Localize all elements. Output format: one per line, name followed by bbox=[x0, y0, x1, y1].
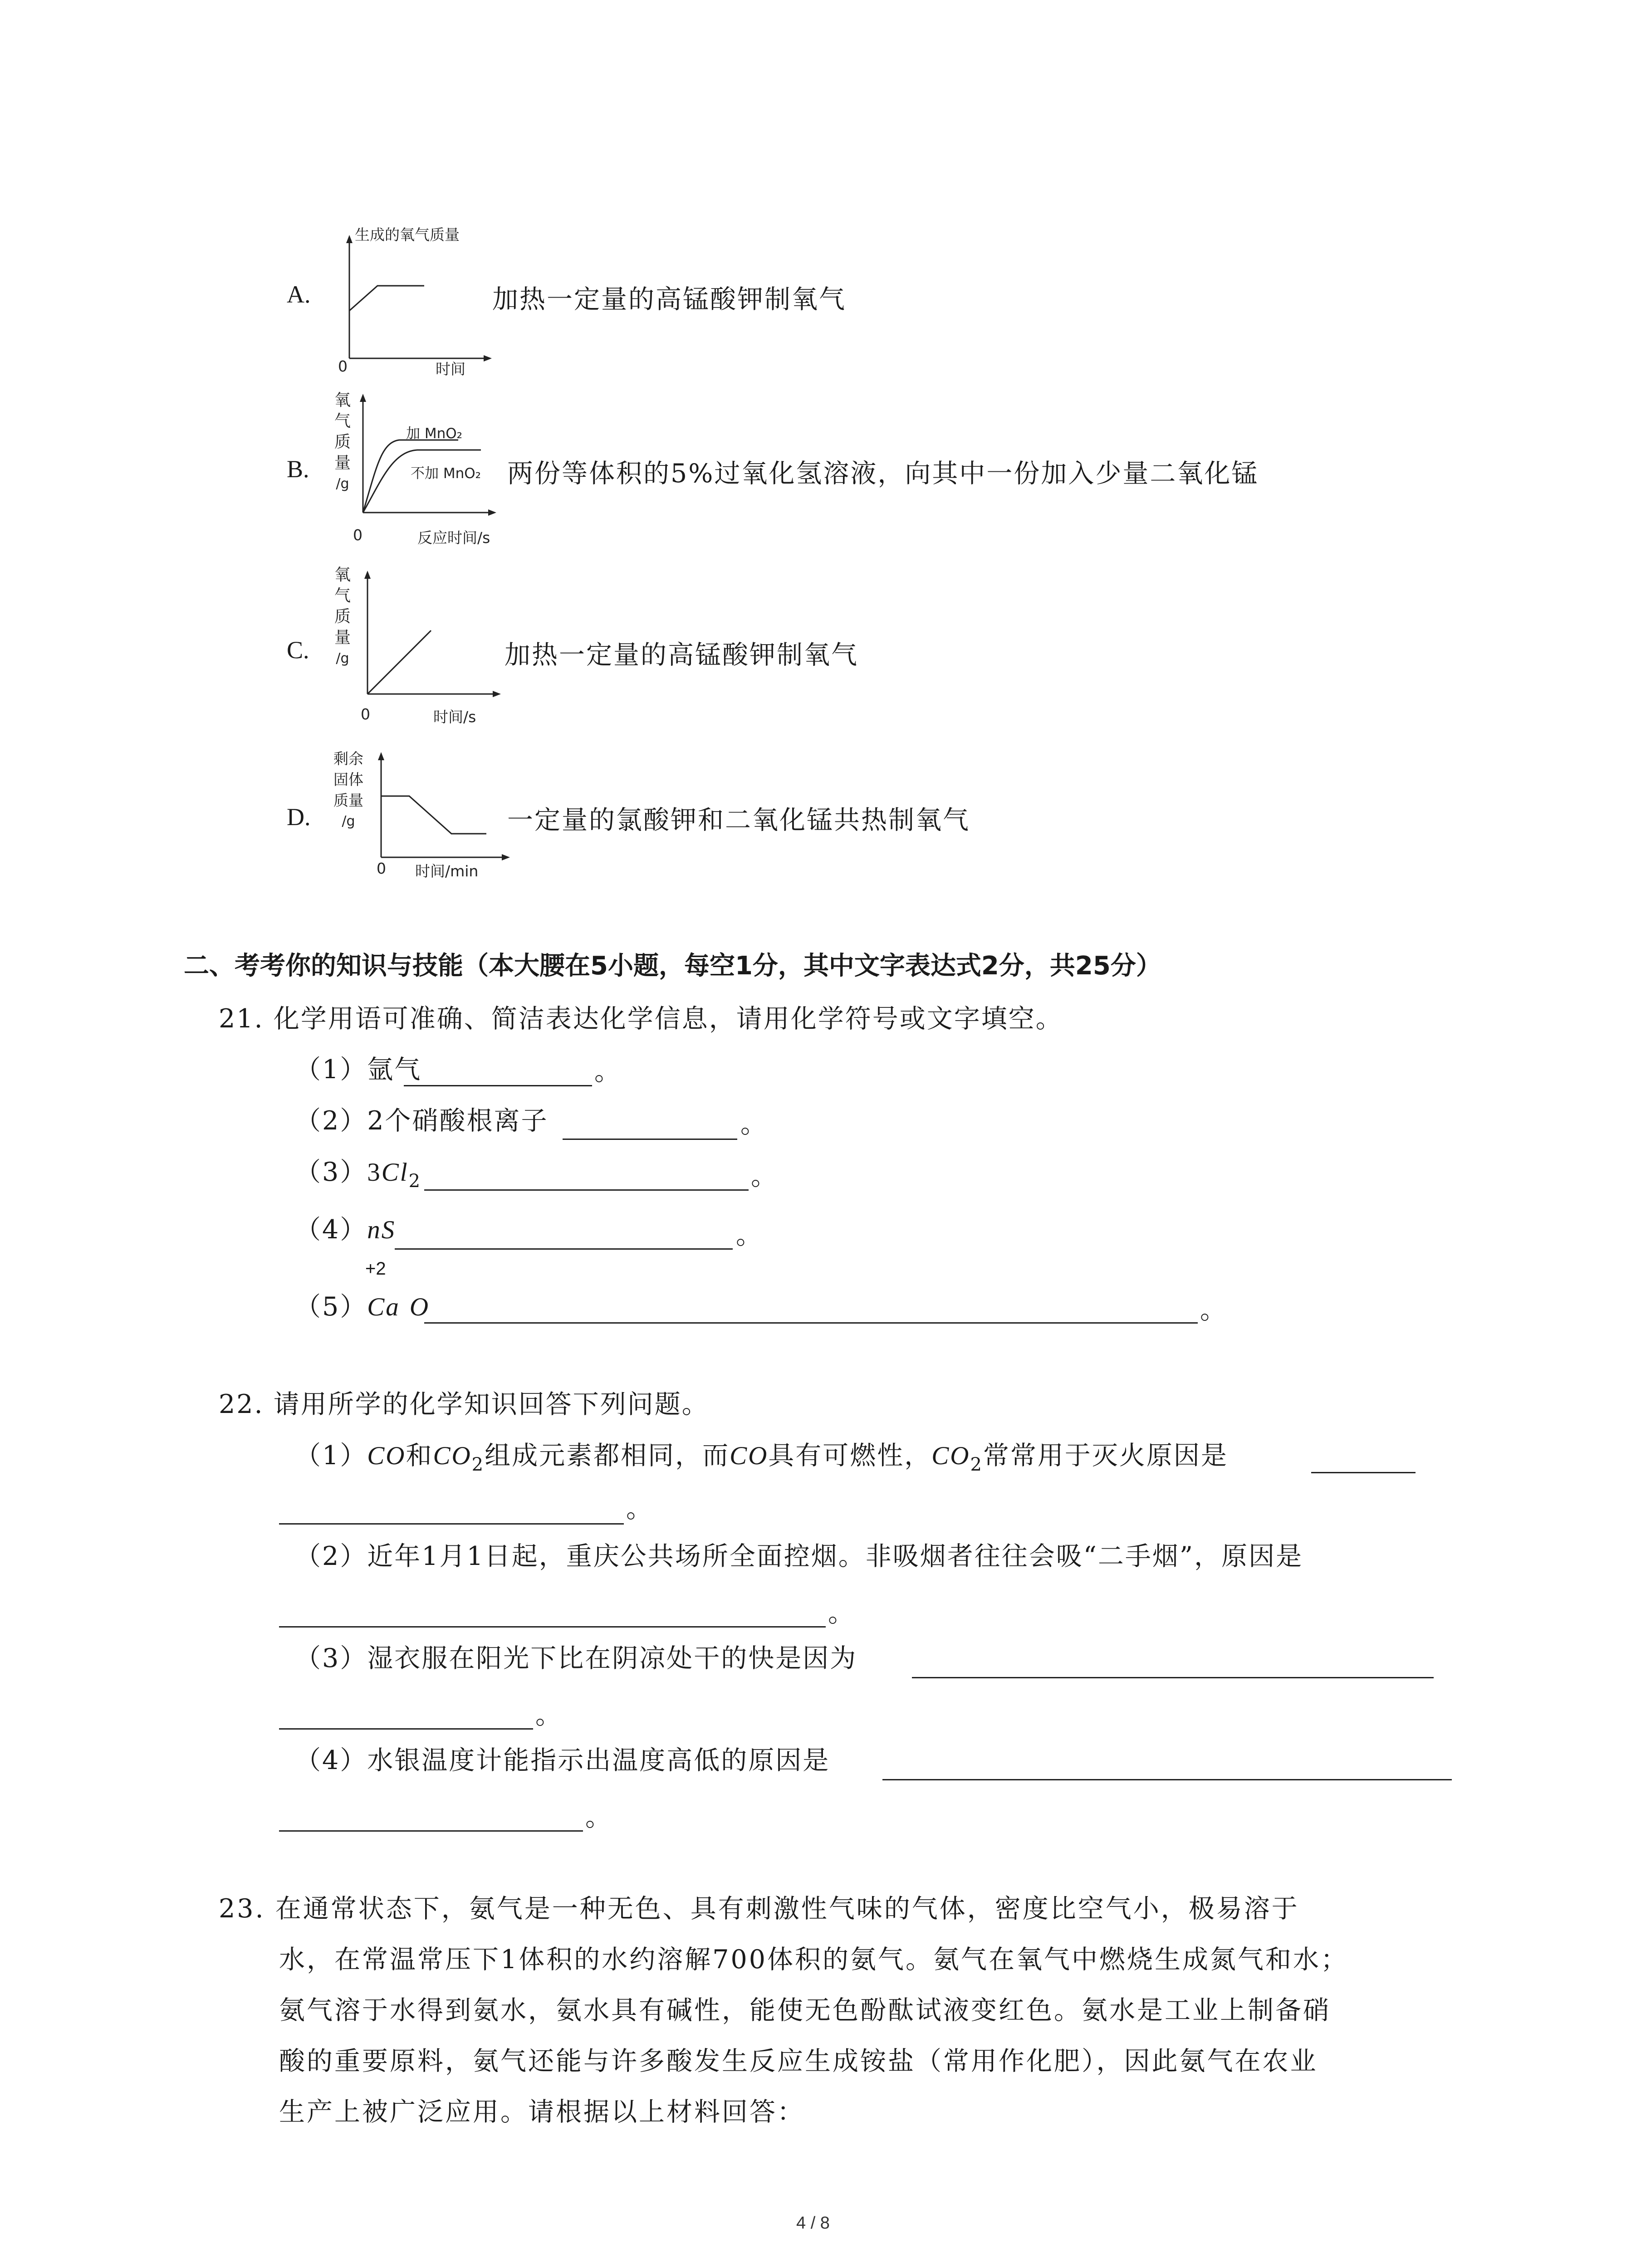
q21-item-1-text: 氩气 bbox=[367, 1055, 422, 1085]
option-c-y-char: /g bbox=[336, 650, 349, 666]
q22-end-1: 。 bbox=[626, 1494, 653, 1524]
q23-line-4: 酸的重要原料，氨气还能与许多酸发生反应生成铵盐（常用作化肥），因此氨气在农业 bbox=[279, 2046, 1318, 2076]
option-b-text: 两份等体积的5%过氧化氢溶液，向其中一份加入少量二氧化锰 bbox=[507, 459, 1259, 489]
q21-end-2: 。 bbox=[740, 1109, 768, 1139]
q22-answer-1a[interactable] bbox=[1311, 1472, 1416, 1473]
option-a-y-label: 生成的氧气质量 bbox=[355, 226, 460, 244]
q22-item-2 bbox=[295, 1535, 1303, 1573]
option-c-y-label bbox=[332, 565, 353, 669]
option-b-origin: 0 bbox=[353, 526, 362, 544]
q21-item-5-valence: +2 bbox=[365, 1259, 386, 1279]
option-b-curve-label-without: 不加 MnO₂ bbox=[411, 465, 481, 482]
option-c-letter: C. bbox=[287, 636, 309, 664]
option-d-letter: D. bbox=[287, 803, 311, 831]
q21-item-5-formula2: O bbox=[409, 1293, 430, 1321]
q22-item-4-text: 水银温度计能指示出温度高低的原因是 bbox=[367, 1745, 830, 1775]
option-b-y-char: 气 bbox=[334, 412, 351, 430]
q22-end-2: 。 bbox=[828, 1598, 855, 1628]
q22-item-1-s2: 2 bbox=[471, 1454, 485, 1475]
option-d-y-char: /g bbox=[342, 813, 355, 829]
q23-line-2: 水，在常温常压下1体积的水约溶解700体积的氨气。氨气在氧气中燃烧生成氮气和水； bbox=[279, 1945, 1349, 1975]
q21-item-3-formula: Cl bbox=[381, 1158, 409, 1187]
q21-end-3: 。 bbox=[751, 1161, 778, 1191]
q22-answer-4a[interactable] bbox=[882, 1779, 1452, 1780]
q21-item-5-num: （5） bbox=[295, 1292, 367, 1322]
option-b-y-char: 量 bbox=[334, 454, 351, 472]
option-c-y-char: 氧 bbox=[334, 566, 351, 584]
q22-item-1-p4: CO bbox=[931, 1442, 970, 1470]
q21-item-3-sub: 2 bbox=[408, 1171, 422, 1192]
q22-item-4-num: （4） bbox=[295, 1745, 367, 1775]
section-title: 二、考考你的知识与技能（本大腰在5小题，每空1分，其中文字表达式2分，共25分） bbox=[184, 951, 1161, 981]
q22-item-3-num: （3） bbox=[295, 1643, 367, 1673]
option-c-x-label: 时间/s bbox=[433, 708, 476, 726]
q21-item-1-num: （1） bbox=[295, 1055, 367, 1085]
option-d-origin: 0 bbox=[377, 860, 386, 877]
option-b-graph bbox=[349, 390, 499, 522]
q21-end-1: 。 bbox=[594, 1056, 622, 1086]
q22-end-3: 。 bbox=[535, 1700, 563, 1730]
option-a-x-label: 时间 bbox=[436, 360, 465, 378]
q22-answer-3b[interactable] bbox=[279, 1728, 533, 1730]
option-b-y-char: 质 bbox=[334, 433, 351, 451]
q21-item-3 bbox=[295, 1151, 421, 1192]
q21-answer-3[interactable] bbox=[424, 1189, 749, 1191]
q21-item-4 bbox=[295, 1209, 396, 1246]
page-number: 4 / 8 bbox=[796, 2214, 830, 2233]
option-a-origin: 0 bbox=[338, 357, 348, 375]
q23-line-5: 生产上被广泛应用。请根据以上材料回答： bbox=[279, 2097, 805, 2127]
q23-line-3: 氨气溶于水得到氨水，氨水具有碱性，能使无色酚酞试液变红色。氨水是工业上制备硝 bbox=[279, 1995, 1331, 2025]
q22-item-2-num: （2） bbox=[295, 1541, 367, 1571]
q21-stem: 21. 化学用语可准确、简洁表达化学信息，请用化学符号或文字填空。 bbox=[219, 1004, 1063, 1034]
q21-answer-5[interactable] bbox=[424, 1322, 1198, 1324]
q21-answer-4[interactable] bbox=[395, 1248, 733, 1250]
q22-item-1-t1: 和 bbox=[406, 1441, 433, 1471]
q22-item-1-p2: CO bbox=[433, 1442, 472, 1470]
option-d-y-char: 质量 bbox=[333, 792, 363, 809]
q21-item-2-text: 2个硝酸根离子 bbox=[367, 1106, 549, 1136]
option-d-text: 一定量的氯酸钾和二氧化锰共热制氧气 bbox=[507, 805, 970, 835]
q21-answer-2[interactable] bbox=[563, 1139, 737, 1140]
option-d-y-char: 剩余 bbox=[333, 750, 363, 767]
q22-item-1-s4: 2 bbox=[970, 1454, 983, 1475]
q21-end-5: 。 bbox=[1200, 1295, 1227, 1325]
q21-item-4-num: （4） bbox=[295, 1215, 367, 1245]
option-a-graph bbox=[336, 227, 499, 376]
option-c-y-char: 气 bbox=[334, 587, 351, 605]
option-b-x-label: 反应时间/s bbox=[417, 529, 490, 547]
q22-item-1-p3: CO bbox=[730, 1442, 769, 1470]
q21-item-5-formula: Ca bbox=[367, 1293, 400, 1321]
option-d-y-char: 固体 bbox=[333, 771, 363, 788]
q21-item-2 bbox=[295, 1100, 549, 1137]
q21-end-4: 。 bbox=[736, 1220, 763, 1250]
q22-item-3-text: 湿衣服在阳光下比在阴凉处干的快是因为 bbox=[367, 1643, 857, 1673]
q22-item-3 bbox=[295, 1637, 857, 1675]
q22-item-2-text: 近年1月1日起，重庆公共场所全面控烟。非吸烟者往往会吸“二手烟”，原因是 bbox=[367, 1541, 1303, 1571]
q22-item-1-t2: 组成元素都相同，而 bbox=[485, 1441, 730, 1471]
q21-item-5 bbox=[295, 1286, 430, 1323]
q21-item-2-num: （2） bbox=[295, 1106, 367, 1136]
q23-line-1: 23. 在通常状态下，氨气是一种无色、具有刺激性气味的气体，密度比空气小，极易溶于 bbox=[219, 1894, 1299, 1924]
q21-item-4-formula: nS bbox=[367, 1216, 396, 1244]
q22-end-4: 。 bbox=[585, 1802, 612, 1832]
q22-item-1-t3: 具有可燃性， bbox=[768, 1441, 932, 1471]
option-b-y-char: 氧 bbox=[334, 391, 351, 410]
q22-item-1-t4: 常常用于灭火原因是 bbox=[983, 1441, 1228, 1471]
q21-answer-1[interactable] bbox=[404, 1085, 592, 1086]
option-c-graph bbox=[354, 567, 504, 703]
option-b-curve-label-with: 加 MnO₂ bbox=[406, 425, 463, 442]
option-d-y-label bbox=[330, 748, 367, 832]
q22-item-4 bbox=[295, 1740, 830, 1777]
option-c-y-char: 质 bbox=[334, 607, 351, 626]
option-c-text: 加热一定量的高锰酸钾制氧气 bbox=[505, 640, 858, 670]
q22-answer-2[interactable] bbox=[279, 1626, 826, 1628]
q22-answer-4b[interactable] bbox=[279, 1830, 583, 1832]
q21-item-1 bbox=[295, 1049, 421, 1086]
q22-answer-1b[interactable] bbox=[279, 1523, 624, 1525]
option-a-letter: A. bbox=[287, 281, 311, 308]
option-b-y-char: /g bbox=[336, 476, 349, 492]
option-d-graph bbox=[367, 748, 517, 866]
option-c-y-char: 量 bbox=[334, 628, 351, 647]
q22-item-1-p1: CO bbox=[367, 1442, 406, 1470]
option-b-letter: B. bbox=[287, 455, 309, 483]
option-c-origin: 0 bbox=[361, 705, 370, 723]
q22-item-1-num: （1） bbox=[295, 1441, 367, 1471]
option-d-x-label: 时间/min bbox=[415, 862, 479, 880]
q22-answer-3a[interactable] bbox=[912, 1677, 1434, 1678]
q22-item-1 bbox=[295, 1435, 1228, 1475]
q21-item-3-num: （3） bbox=[295, 1157, 367, 1187]
option-a-text: 加热一定量的高锰酸钾制氧气 bbox=[492, 284, 846, 314]
q22-stem: 22. 请用所学的化学知识回答下列问题。 bbox=[219, 1389, 709, 1419]
q21-item-3-coef: 3 bbox=[367, 1158, 382, 1187]
